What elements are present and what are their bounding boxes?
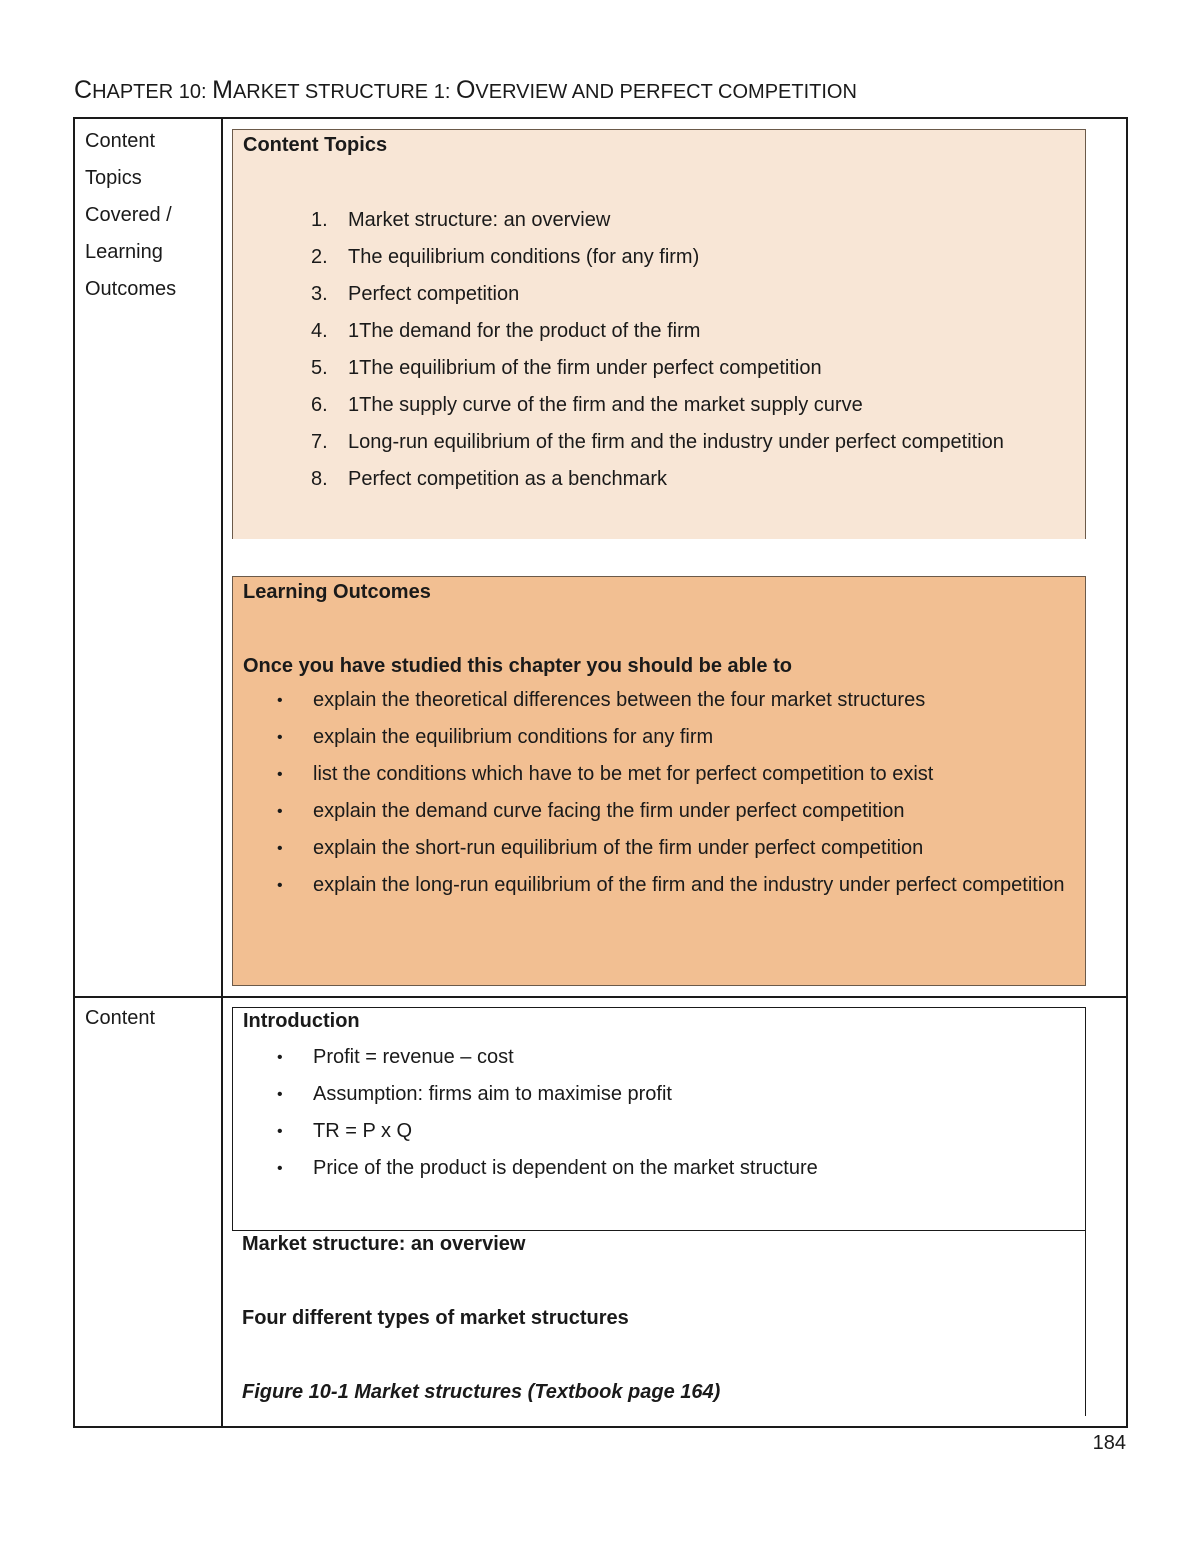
bullet-item	[233, 1150, 1074, 1187]
bullet-icon: •	[277, 1123, 283, 1140]
row-label-content: Content	[85, 1007, 156, 1029]
learning-outcomes-heading: Learning Outcomes	[243, 581, 431, 603]
bullet-text: explain the long-run equilibrium of the firm and the industry under perfect competition	[313, 874, 1065, 896]
bullet-icon: •	[277, 692, 283, 709]
bullet-text: explain the theoretical differences between the four market structures	[313, 689, 926, 711]
bullet-item	[233, 1039, 1074, 1076]
label-line: Content	[85, 130, 156, 152]
bullet-item	[233, 867, 1074, 904]
row-label-topics-outcomes	[85, 123, 176, 308]
row-divider	[75, 996, 1126, 998]
bullet-text: Assumption: firms aim to maximise profit	[313, 1083, 672, 1105]
bullet-text: explain the demand curve facing the firm under perfect competition	[313, 800, 905, 822]
topic-item	[233, 461, 1004, 498]
bullet-item	[233, 793, 1074, 830]
topic-number: 7.	[311, 431, 328, 453]
page-number: 184	[1092, 1432, 1126, 1454]
bullet-icon: •	[277, 803, 283, 820]
market-structure-subheading: Four different types of market structures	[242, 1307, 629, 1329]
content-topics-list	[233, 202, 1004, 498]
topic-item	[233, 313, 1004, 350]
bullet-item	[233, 830, 1074, 867]
bullet-icon: •	[277, 1160, 283, 1177]
learning-outcomes-intro: Once you have studied this chapter you should be able to	[243, 655, 792, 677]
topic-item	[233, 239, 1004, 276]
topic-item	[233, 424, 1004, 461]
topic-number: 5.	[311, 357, 328, 379]
bullet-item	[233, 719, 1074, 756]
learning-outcomes-box	[232, 576, 1086, 986]
market-structure-box	[232, 1231, 1086, 1416]
topic-text: 1The supply curve of the firm and the market supply curve	[348, 394, 863, 416]
content-topics-heading: Content Topics	[243, 134, 388, 156]
topic-item	[233, 387, 1004, 424]
bullet-icon: •	[277, 729, 283, 746]
bullet-icon: •	[277, 840, 283, 857]
introduction-list	[233, 1039, 1074, 1187]
topic-item	[233, 202, 1004, 239]
topic-item	[233, 350, 1004, 387]
bullet-item	[233, 1076, 1074, 1113]
topic-number: 2.	[311, 246, 328, 268]
topic-number: 4.	[311, 320, 328, 342]
bullet-icon: •	[277, 766, 283, 783]
bullet-text: Price of the product is dependent on the market structure	[313, 1157, 818, 1179]
bullet-item	[233, 756, 1074, 793]
topic-number: 1.	[311, 209, 328, 231]
topic-text: The equilibrium conditions (for any firm)	[348, 246, 700, 268]
chapter-title: CHAPTER 10: MARKET STRUCTURE 1: OVERVIEW AND PERFECT COMPETITION	[74, 76, 857, 104]
figure-caption: Figure 10-1 Market structures (Textbook page 164)	[242, 1381, 721, 1403]
bullet-item	[233, 1113, 1074, 1150]
topic-text: 1The equilibrium of the firm under perfect competition	[348, 357, 822, 379]
learning-outcomes-list	[233, 682, 1074, 904]
introduction-box	[232, 1007, 1086, 1231]
bullet-icon: •	[277, 1049, 283, 1066]
topic-text: Perfect competition	[348, 283, 520, 305]
market-structure-heading: Market structure: an overview	[242, 1233, 526, 1255]
bullet-text: TR = P x Q	[313, 1120, 413, 1142]
topic-text: Market structure: an overview	[348, 209, 611, 231]
bullet-item	[233, 682, 1074, 719]
topic-text: 1The demand for the product of the firm	[348, 320, 701, 342]
introduction-heading: Introduction	[243, 1010, 360, 1032]
topic-item	[233, 276, 1004, 313]
topic-number: 6.	[311, 394, 328, 416]
bullet-icon: •	[277, 1086, 283, 1103]
content-topics-box	[232, 129, 1086, 539]
bullet-text: Profit = revenue – cost	[313, 1046, 514, 1068]
topic-text: Long-run equilibrium of the firm and the industry under perfect competition	[348, 431, 1004, 453]
bullet-text: explain the short-run equilibrium of the firm under perfect competition	[313, 837, 924, 859]
chapter-table	[73, 117, 1128, 1428]
label-line: Topics	[85, 167, 142, 189]
bullet-icon: •	[277, 877, 283, 894]
label-line: Learning	[85, 241, 163, 263]
topic-number: 8.	[311, 468, 328, 490]
label-line: Outcomes	[85, 278, 177, 300]
topic-number: 3.	[311, 283, 328, 305]
bullet-text: list the conditions which have to be met for perfect competition to exist	[313, 763, 934, 785]
column-divider	[221, 119, 223, 1426]
label-line: Covered /	[85, 204, 172, 226]
topic-text: Perfect competition as a benchmark	[348, 468, 668, 490]
bullet-text: explain the equilibrium conditions for any firm	[313, 726, 714, 748]
